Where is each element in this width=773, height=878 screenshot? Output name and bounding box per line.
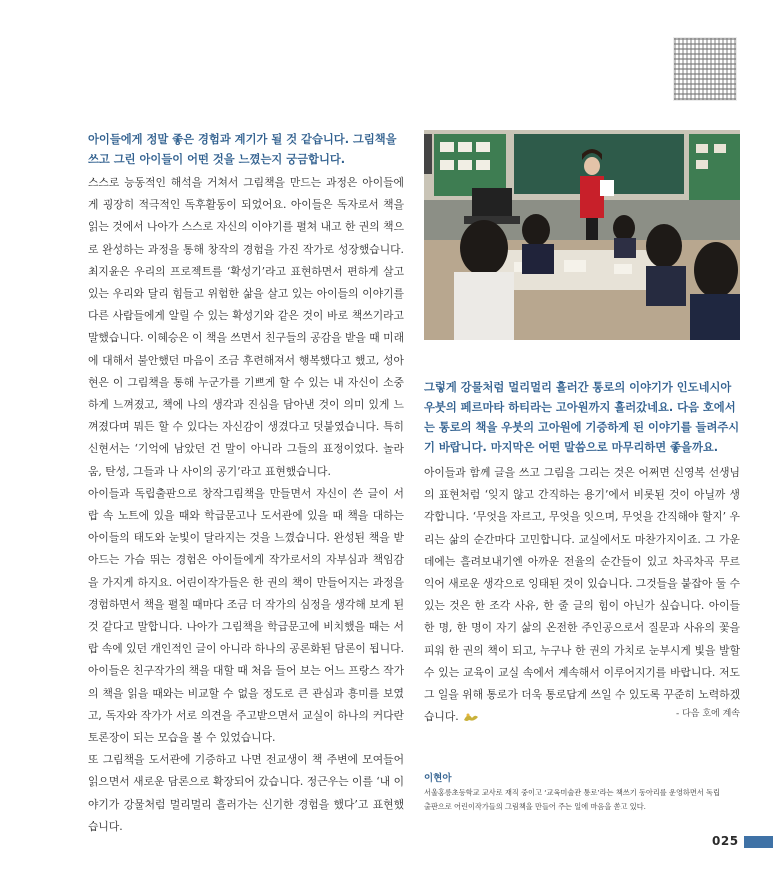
interview-question-2: 그렇게 강물처럼 멀리멀리 흘러간 통로의 이야기가 인도네시아 우붓의 페르마타 하티라는 고아원까지 흘러갔네요. 다음 호에서는 통로의 책을 우붓의 고아원에 기증하게 된 이야기를 들려주시기 바랍니다. 마지막은 어떤 말씀으로 마무리하면 좋을까요.: [424, 381, 740, 454]
continued-next-issue: - 다음 호에 계속: [676, 709, 740, 719]
page-number: 025: [712, 834, 739, 848]
author-name: 이현아: [424, 773, 452, 784]
classroom-illustration: [424, 130, 740, 340]
author-bio: 서울홍릉초등학교 교사로 재직 중이고 ‘교육미술관 통로’라는 책쓰기 동아리를 운영하면서 독립출판으로 어린이작가들의 그림책을 만들어 주는 일에 마음을 쏟고 있다.: [424, 788, 720, 811]
answer-paragraph-2: 아이들과 독립출판으로 창작그림책을 만들면서 자신이 쓴 글이 서랍 속 노트에 있을 때와 학급문고나 도서관에 있을 때 책을 대하는 아이들의 태도와 눈빛이 달라지는 것을 느꼈습니다. 완성된 책을 받아드는 가슴 뛰는 경험은 아이들에게 작가로서의 자부심과 책임감을 가지게 하지요. 어린이작가들은 한 권의 책이 만들어지는 과정을 경험하면서 책을 펼칠 때마다 조금 더 작가의 심정을 생각해 보게 된 것 같다고 말합니다. 나아가 그림책을 학급문고에 비치했을 때는 서랍 속에 있던 개인적인 글이 아니라 하나의 공론화된 담론이 됩니다. 아이들은 친구작가의 책을 대할 때 처음 들어 보는 어느 프랑스 작가의 책을 읽을 때와는 비교할 수 없을 정도로 큰 관심과 흥미를 보였고, 독자와 작가가 서로 의견을 주고받으면서 교실이 하나의 커다란 토론장이 되는 모습을 볼 수 있었습니다.: [88, 486, 404, 745]
leaf-ornament-icon: [463, 712, 479, 722]
right-column: [424, 378, 740, 728]
interview-question-1: 아이들에게 정말 좋은 경험과 계기가 될 것 같습니다. 그림책을 쓰고 그린 아이들이 어떤 것을 느꼈는지 궁금합니다.: [88, 133, 397, 166]
qr-code: [673, 37, 737, 101]
page-accent-bar: [744, 836, 773, 848]
classroom-photo: [424, 130, 740, 340]
answer-paragraph-4: [424, 462, 740, 728]
answer-paragraph-3: 또 그림책을 도서관에 기증하고 나면 전교생이 책 주변에 모여들어 읽으면서 새로운 담론으로 확장되어 갔습니다. 정근우는 이를 ‘내 이야기가 강물처럼 멀리멀리 흘러가는 신기한 경험을 했다’고 표현했습니다.: [88, 753, 404, 833]
answer-paragraph-1: 스스로 능동적인 해석을 거쳐서 그림책을 만드는 과정은 아이들에게 굉장히 적극적인 독후활동이 되었어요. 아이들은 독자로서 책을 읽는 것에서 나아가 스스로 자신의 이야기를 펼쳐 내고 한 권의 책으로 완성하는 과정을 통해 창작의 경험을 가진 작가로 성장했습니다. 최지윤은 우리의 프로젝트를 ‘확성기’라고 표현하면서 편하게 살고 있는 우리와 달리 힘들고 위험한 삶을 살고 있는 아이들의 이야기를 다른 사람들에게 알릴 수 있는 확성기와 같은 것이 바로 책쓰기라고 말했습니다. 이혜승은 이 책을 쓰면서 친구들의 공감을 받을 때 미래에 대해서 불안했던 마음이 조금 후련해져서 행복했다고 했고, 성아현은 이 그림책을 통해 누군가를 기쁘게 할 수 있는 내 자신이 소중하게 느껴졌고, 책에 나의 생각과 진심을 담아낸 것이 의미 있게 느껴졌다며 뭐든 할 수 있다는 자신감이 생겼다고 덧붙였습니다. 특히 신현서는 ‘기억에 남았던 건 말이 아니라 그들의 표정이었다. 놀라움, 탄성, 그들과 나 사이의 공기’라고 표현했습니다.: [88, 176, 404, 478]
left-column: [88, 130, 404, 838]
answer-text: 아이들과 함께 글을 쓰고 그림을 그리는 것은 어쩌면 신영복 선생님의 표현처럼 ‘잊지 않고 간직하는 용기’에서 비롯된 것이 아닐까 생각합니다. ‘무엇을 자르고, 무엇을 잇으며, 무엇을 간직해야 할지’ 우리는 삶의 순간마다 고민합니다. 교실에서도 마찬가지이죠. 그 가운데에는 흘려보내기엔 아까운 전율의 순간들이 있고 차곡차곡 무르익어 새로운 생각으로 잉태된 것이 있습니다. 그것들을 붙잡아 둘 수 있는 것은 한 조각 사유, 한 줄 글의 힘이 아닌가 싶습니다. 아이들 한 명, 한 명이 자기 삶의 온전한 주인공으로서 질문과 사유의 꽃을 피워 한 권의 책이 되고, 누구나 한 권의 가치로 눈부시게 빛을 발할 수 있는 교육이 교실 속에서 계속해서 이루어지기를 바랍니다. 저도 그 일을 위해 통로가 더욱 통로답게 쓰일 수 있도록 꾸준히 노력하겠습니다.: [424, 466, 740, 724]
